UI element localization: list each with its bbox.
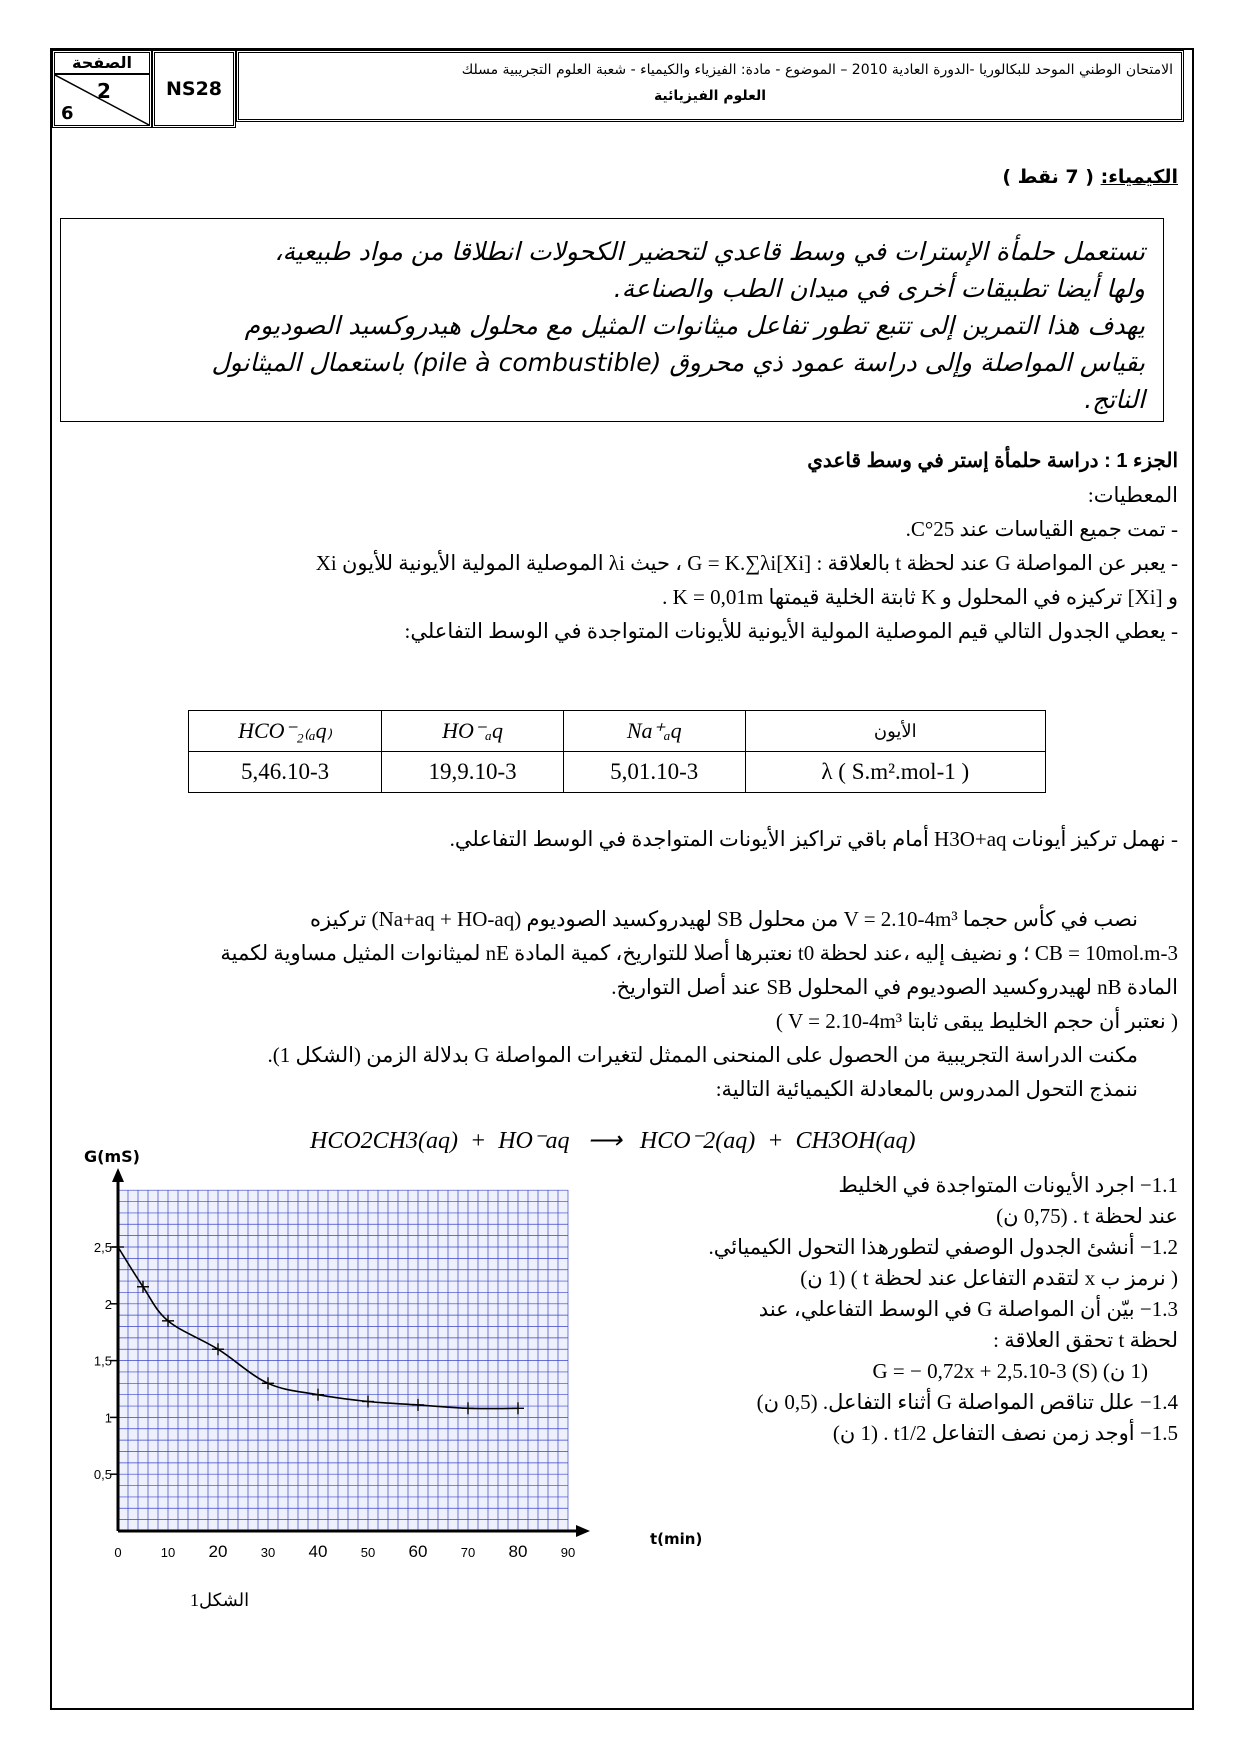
page-label: الصفحة [55,53,149,75]
procedure-line: المادة nB لهيدروكسيد الصوديوم في المحلول SB عند أصل التواريخ. [611,975,1178,999]
intro-line: يهدف هذا التمرين إلى تتبع تطور تفاعل ميثانوات المثيل مع محلول هيدروكسيد الصوديوم [244,311,1145,340]
x-tick-label: 30 [260,1545,276,1560]
table-cell: Na⁺ₐq [563,711,745,752]
chart-xlabel: t(min) [650,1530,703,1548]
part1-block [58,444,1178,648]
table-cell: HO⁻ₐq [382,711,564,752]
question-line: 1.3− بيّن أن المواصلة G في الوسط التفاعلي، عند [758,1297,1178,1321]
intro-line: الناتج. [1084,385,1145,414]
exam-title-line1: الامتحان الوطني الموحد للبكالوريا -الدورة العادية 2010 – الموضوع - مادة: الفيزياء والكيمياء - شعبة العلوم التجريبية مسلك [461,62,1173,78]
question-line: ( نرمز ب x لتقدم التفاعل عند لحظة t ) (1 ن) [800,1266,1178,1290]
table-cell: 19,9.10-3 [382,752,564,793]
conductance-chart [80,1160,640,1580]
question-line: 1.1− اجرد الأيونات المتواجدة في الخليط [838,1173,1178,1197]
table-row [189,752,1046,793]
procedure-line: ( نعتبر أن حجم الخليط يبقى ثابتا V = 2.10-4m³ ) [775,1009,1178,1033]
x-tick-label: 80 [508,1542,528,1561]
x-tick-label: 0 [114,1545,122,1560]
procedure-line: نصب في كأس حجما V = 2.10-4m³ من محلول SB لهيدروكسيد الصوديوم (Na+aq + HO-aq) تركيزه [309,907,1138,931]
data-bullet: - تمت جميع القياسات عند 25°C. [905,517,1178,541]
table-header-row [189,711,1046,752]
exam-title-line2: العلوم الفيزيائية [653,88,767,104]
data-bullet: - يعبر عن المواصلة G عند لحظة t بالعلاقة : G = K.∑λi[Xi] ، حيث λi الموصلية المولية الأيونية للأيون Xi [315,551,1178,575]
figure-caption: الشكل1 [190,1590,250,1610]
procedure-line: CB = 10mol.m-3 ؛ و نضيف إليه ،عند لحظة t0 نعتبرها أصلا للتواريخ، كمية المادة nE لميثانوات المثيل مساوية لكمية [220,941,1178,965]
question-line: عند لحظة t . (0,75 ن) [996,1204,1178,1228]
question-line: 1.4− علل تناقص المواصلة G أثناء التفاعل. (0,5 ن) [756,1390,1178,1414]
procedure-line: مكنت الدراسة التجريبية من الحصول على المنحنى الممثل لتغيرات المواصلة G بدلالة الزمن (الشكل 1). [267,1043,1138,1067]
x-tick-label: 60 [408,1542,428,1561]
chart-grid [118,1190,568,1531]
questions-block [618,1170,1178,1449]
question-line: (1 ن) G = − 0,72x + 2,5.10-3 (S) [872,1359,1148,1383]
y-tick-label: 2 [104,1296,112,1312]
conductivity-table [188,710,1046,793]
question-line: 1.2− أنشئ الجدول الوصفي لتطورهذا التحول الكيميائي. [708,1235,1178,1259]
x-tick-label: 20 [208,1542,228,1561]
x-tick-label: 40 [308,1542,328,1561]
intro-line: بقياس المواصلة وإلى دراسة عمود ذي محروق (pile à combustible) باستعمال الميثانول [211,348,1145,377]
data-label: المعطيات: [1087,483,1178,507]
part1-title: الجزء 1 : دراسة حلمأة إستر في وسط قاعدي [807,450,1178,472]
page-total: 6 [61,103,74,124]
table-cell: λ ( S.m².mol-1 ) [745,752,1045,793]
neglect-bullet: - نهمل تركيز أيونات H3O+aq أمام باقي تراكيز الأيونات المتواجدة في الوسط التفاعلي. [449,827,1178,851]
procedure-line: ننمذج التحول المدروس بالمعادلة الكيميائية التالية: [715,1077,1138,1101]
x-axis-arrow [576,1525,590,1537]
y-tick-label: 0,5 [93,1467,112,1483]
section-points: ( 7 نقط ) [1002,166,1094,188]
y-tick-label: 1 [104,1410,112,1426]
table-cell: 5,01.10-3 [563,752,745,793]
data-bullet: - يعطي الجدول التالي قيم الموصلية المولية الأيونية للأيونات المتواجدة في الوسط التفاعلي: [404,619,1178,643]
question-line: 1.5− أوجد زمن نصف التفاعل t1/2 . (1 ن) [832,1421,1178,1445]
y-axis-arrow [112,1168,124,1182]
intro-line: ولها أيضا تطبيقات أخرى في ميدان الطب والصناعة. [613,274,1145,303]
intro-box [60,218,1164,422]
x-tick-label: 70 [460,1545,476,1560]
table-cell: 5,46.10-3 [189,752,382,793]
page-number-box [52,50,152,128]
exam-code: NS28 [152,50,236,128]
question-line: لحظة t تحقق العلاقة : [993,1328,1178,1352]
table-cell: الأيون [745,711,1045,752]
x-tick-label: 50 [360,1545,376,1560]
section-title [1002,166,1178,188]
data-bullet: و [Xi] تركيزه في المحلول و K ثابتة الخلية قيمتها K = 0,01m . [662,585,1178,609]
chart-ylabel: G(mS) [84,1147,140,1166]
table-cell: HCO⁻₂₍ₐq₎ [189,711,382,752]
x-tick-label: 10 [160,1545,176,1560]
y-tick-label: 1,5 [93,1353,112,1369]
y-tick-label: 2,5 [93,1240,112,1255]
chemical-equation: HCO2CH3(aq) + HO⁻aq ⟶ HCO⁻2(aq) + CH3OH(aq) [310,1128,916,1154]
page-number: 2 [97,79,111,103]
intro-line: تستعمل حلمأة الإسترات في وسط قاعدي لتحضير الكحولات انطلاقا من مواد طبيعية، [274,237,1145,266]
exam-title [236,50,1184,122]
procedure-block [58,902,1178,1106]
x-tick-label: 90 [560,1545,576,1560]
section-name: الكيمياء: [1100,166,1178,188]
exam-header [52,50,1188,124]
